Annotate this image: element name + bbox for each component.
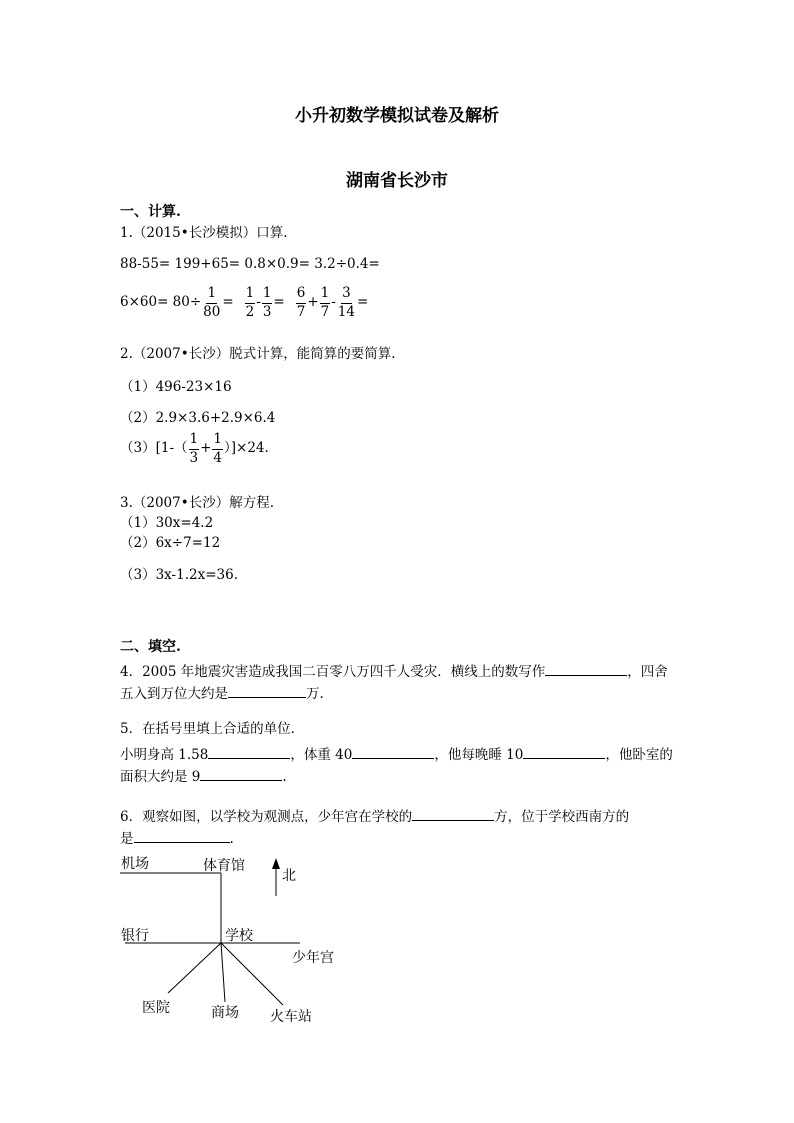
q5-text-f: . <box>282 769 287 785</box>
fraction-6-7 <box>296 287 307 319</box>
fraction-denominator: 80 <box>203 303 221 320</box>
q2-part3-prefix: （3）[1-（ <box>120 440 188 457</box>
q5-stem: 5．在括号里填上合适的单位． <box>120 721 305 737</box>
q4-line2-text: 五入到万位大约是 <box>120 686 228 702</box>
minus-sign: - <box>331 294 336 311</box>
q1-row2 <box>120 287 368 319</box>
q6-line2-end: . <box>229 831 234 847</box>
q5-text-c: ，他每晚睡 10 <box>434 747 524 763</box>
plus-sign: + <box>307 294 319 311</box>
label-bank: 银行 <box>121 928 149 944</box>
q2-part3 <box>120 433 269 465</box>
fraction-denominator: 3 <box>189 449 199 466</box>
q3-part2: （2）6x÷7=12 <box>120 535 221 551</box>
fraction-1-80 <box>202 287 221 319</box>
plus-sign: + <box>200 440 212 457</box>
q2-part1: （1）496-23×16 <box>120 379 232 395</box>
q5-text-a: 小明身高 1.58 <box>120 747 209 763</box>
answer-blank[interactable] <box>545 662 627 676</box>
equals-sign: = <box>273 294 285 311</box>
q4-line2 <box>120 684 324 702</box>
fraction-denominator: 14 <box>337 303 355 320</box>
answer-blank[interactable] <box>523 745 605 759</box>
q3-stem: 3.（2007•长沙）解方程. <box>120 495 274 511</box>
q6-line2 <box>120 829 234 847</box>
road-to-hospital <box>168 943 221 993</box>
q1-stem: 1.（2015•长沙模拟）口算. <box>120 225 288 241</box>
answer-blank[interactable] <box>200 767 282 781</box>
fraction-1-3 <box>189 433 200 465</box>
q5-text-d: ，他卧室的 <box>605 747 673 763</box>
fraction-numerator: 1 <box>320 287 331 304</box>
q6-line1-end: 方，位于学校西南方的 <box>494 809 630 825</box>
q3-part3: （3）3x-1.2x=36. <box>120 567 238 583</box>
fraction-numerator: 1 <box>189 433 200 450</box>
q2-part2: （2）2.9×3.6+2.9×6.4 <box>120 410 276 426</box>
fraction-numerator: 3 <box>341 287 352 304</box>
q1-row1: 88-55= 199+65= 0.8×0.9= 3.2÷0.4= <box>120 256 380 272</box>
answer-blank[interactable] <box>134 829 230 843</box>
page-subtitle: 湖南省长沙市 <box>346 171 448 191</box>
q4-line1 <box>120 662 668 680</box>
q6-line1-text: 6．观察如图，以学校为观测点，少年宫在学校的 <box>120 809 413 825</box>
label-youth-palace: 少年宫 <box>292 950 334 966</box>
equals-sign: = <box>222 294 234 311</box>
fraction-denominator: 2 <box>245 303 255 320</box>
section-2-heading: 二、填空. <box>120 639 181 655</box>
fraction-denominator: 7 <box>296 303 306 320</box>
fraction-denominator: 7 <box>320 303 330 320</box>
fraction-numerator: 6 <box>296 287 307 304</box>
q6-line1 <box>120 807 629 825</box>
label-hospital: 医院 <box>142 1000 170 1016</box>
answer-blank[interactable] <box>412 807 494 821</box>
q5-line1 <box>120 745 673 763</box>
north-arrow-icon <box>272 858 280 869</box>
fraction-numerator: 1 <box>245 287 256 304</box>
fraction-1-2 <box>245 287 256 319</box>
q5-text-e: 面积大约是 9 <box>120 769 201 785</box>
road-to-mall <box>221 943 225 1002</box>
fraction-1-3 <box>262 287 273 319</box>
fraction-numerator: 1 <box>262 287 273 304</box>
label-station: 火车站 <box>270 1009 312 1025</box>
answer-blank[interactable] <box>228 684 306 698</box>
q4-line1-end: ，四舍 <box>627 664 668 680</box>
page-title: 小升初数学模拟试卷及解析 <box>295 106 499 126</box>
label-north: 北 <box>282 868 296 884</box>
label-mall: 商场 <box>211 1005 239 1021</box>
q5-text-b: ，体重 40 <box>290 747 353 763</box>
section-1-heading: 一、计算. <box>120 204 181 220</box>
label-school: 学校 <box>225 928 253 944</box>
q3-part1: （1）30x=4.2 <box>120 515 214 531</box>
fraction-numerator: 1 <box>212 433 223 450</box>
answer-blank[interactable] <box>352 745 434 759</box>
fraction-denominator: 4 <box>213 449 223 466</box>
road-to-station <box>221 943 283 1005</box>
fraction-3-14 <box>337 287 356 319</box>
q2-stem: 2.（2007•长沙）脱式计算，能简算的要简算. <box>120 346 396 362</box>
minus-sign: - <box>256 294 261 311</box>
fraction-numerator: 1 <box>206 287 217 304</box>
q4-line1-text: 4．2005 年地震灾害造成我国二百零八万四千人受灾．横线上的数写作 <box>120 664 546 680</box>
fraction-1-7 <box>320 287 331 319</box>
label-airport: 机场 <box>121 856 149 872</box>
q1-row2-prefix: 6×60= 80÷ <box>120 294 202 311</box>
q4-line2-end: 万. <box>306 686 324 702</box>
q5-line2 <box>120 767 287 785</box>
equals-sign: = <box>356 294 369 311</box>
fraction-1-4 <box>212 433 223 465</box>
fraction-denominator: 3 <box>262 303 272 320</box>
label-stadium: 体育馆 <box>203 858 245 874</box>
answer-blank[interactable] <box>208 745 290 759</box>
q6-line2-text: 是 <box>120 831 134 847</box>
q2-part3-suffix: ）]×24. <box>224 440 269 457</box>
